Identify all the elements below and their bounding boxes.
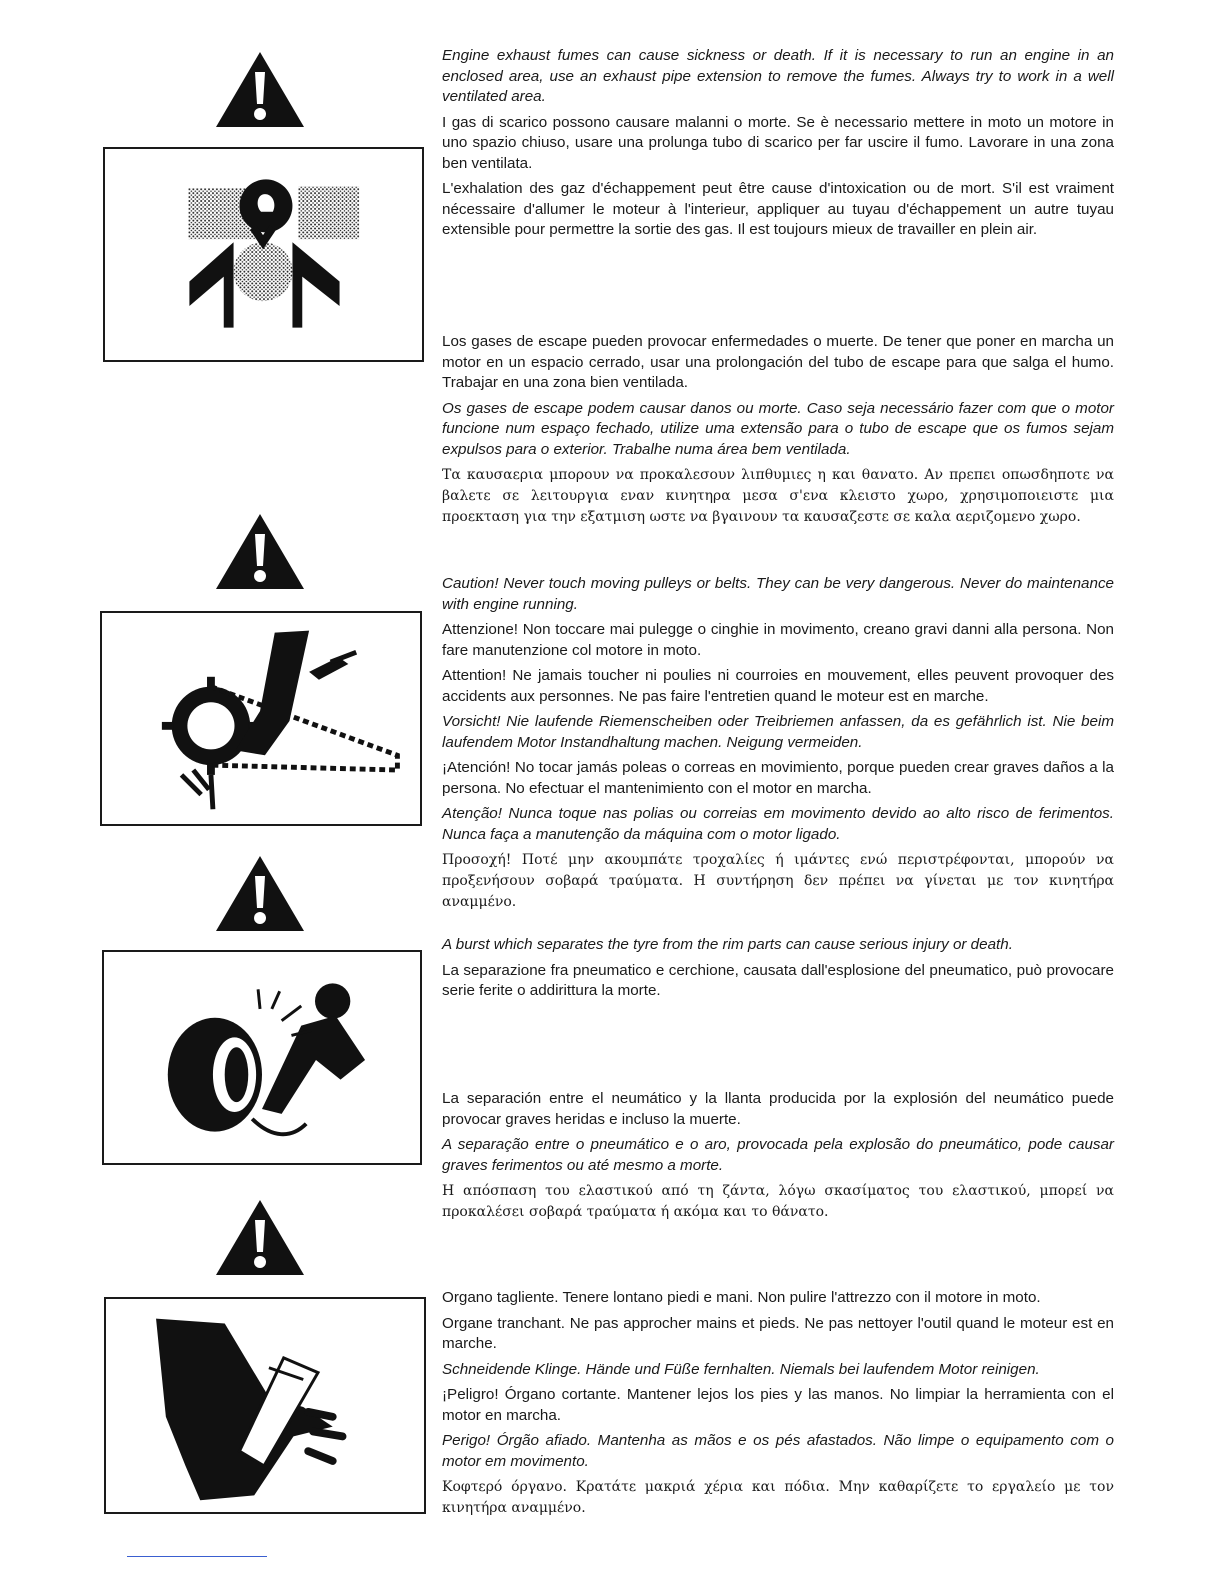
section-1-text-bottom: [442, 332, 1114, 533]
warning-text-el: Η απόσπαση του ελαστικού από τη ζάντα, λόγω σκασίματος του ελαστικού, μπορεί να προκαλέσει σοβαρά τραύματα ή ακόμα και το θάνατο.: [442, 1183, 1114, 1220]
section-3-text-bottom: [442, 1089, 1114, 1228]
warning-text-el: Κοφτερό όργανο. Κρατάτε μακριά χέρια και πόδια. Μην καθαρίζετε το εργαλείο με τον κινητήρα αναμμένο.: [442, 1479, 1114, 1516]
warning-text-it: La separazione fra pneumatico e cerchione, causata dall'esplosione del pneumatico, può provocare serie ferite o addirittura la morte.: [442, 961, 1114, 999]
warning-text-es: ¡Atención! No tocar jamás poleas o correas en movimiento, porque pueden crear graves daños a la persona. No efectuar el mantenimiento con el motor en marcha.: [442, 759, 1114, 797]
tyre-burst-icon: [104, 952, 420, 1163]
warning-text-el: Τα καυσαερια μπορουν να προκαλεσουν λιπθυμιες η και θανατο. Αν πρεπει οπωσδηποτε να βαλετε σε λειτουργια εναν κινητηρα μεσα σ'ενα κλειστο χωρο, χρησιμοποιειστε μια προεκταση για την εξατμιση ωστε να βγαινουν τα καυσαζεστε σε καλα αεριζομενο χωρο.: [442, 467, 1114, 525]
footnote-rule: [127, 1556, 267, 1557]
exhaust-fumes-pictogram: [103, 147, 424, 362]
warning-triangle-icon: [213, 852, 307, 934]
warning-triangle-icon: [213, 48, 307, 130]
cutting-blade-pictogram: [104, 1297, 426, 1514]
section-3-text-top: [442, 935, 1114, 1007]
warning-text-fr: Organe tranchant. Ne pas approcher mains et pieds. Ne pas nettoyer l'outil quand le moteur est en marche.: [442, 1314, 1114, 1352]
warning-text-fr: L'exhalation des gaz d'échappement peut être cause d'intoxication ou de mort. S'il est vraiment nécessaire d'allumer le moteur à l'interieur, appliquer au tuyau d'échappement un autre tuyau extensible pour permettre la sortie des gas. Il est toujours mieux de travailler en plein air.: [442, 180, 1114, 238]
warning-triangle-icon: [213, 510, 307, 592]
warning-text-en: Caution! Never touch moving pulleys or belts. They can be very dangerous. Never do maintenance with engine running.: [442, 575, 1114, 613]
warning-text-pt: Os gases de escape podem causar danos ou morte. Caso seja necessário fazer com que o motor funcione num espaço fechado, utilize uma extensão para o tubo de escape que os fumos sejam expulsos para o exterior. Trabalhe numa área bem ventilada.: [442, 399, 1114, 458]
warning-text-de: Schneidende Klinge. Hände und Füße fernhalten. Niemals bei laufendem Motor reinigen.: [442, 1360, 1040, 1378]
warning-text-en: A burst which separates the tyre from the rim parts can cause serious injury or death.: [442, 936, 1013, 953]
warning-text-en: Engine exhaust fumes can cause sickness or death. If it is necessary to run an engine in an enclosed area, use an exhaust pipe extension to remove the fumes. Always try to work in a well ventilated area.: [442, 47, 1114, 105]
warning-text-es: Los gases de escape pueden provocar enfermedades o muerte. De tener que poner en marcha un motor en un espacio cerrado, usar una prolongación del tubo de escape para que salga el humo. Trabajar en una zona bien ventilada.: [442, 333, 1114, 391]
warning-text-fr: Attention! Ne jamais toucher ni poulies ni courroies en mouvement, elles peuvent provoquer des accidents aux personnes. Ne pas faire l'entretien quand le moteur est en marche.: [442, 667, 1114, 705]
warning-text-es: La separación entre el neumático y la llanta producida por la explosión del neumático puede provocar graves heridas e incluso la muerte.: [442, 1090, 1114, 1128]
warning-text-pt: A separação entre o pneumático e o aro, provocada pela explosão do pneumático, pode causar graves ferimentos ou até mesmo a morte.: [442, 1136, 1114, 1174]
warning-triangle-icon: [213, 1196, 307, 1278]
section-1-text-top: [442, 46, 1114, 246]
warning-text-it: Organo tagliente. Tenere lontano piedi e mani. Non pulire l'attrezzo con il motore in moto.: [442, 1289, 1041, 1306]
section-4-text: [442, 1288, 1114, 1524]
belt-pulley-hand-icon: [102, 613, 420, 824]
tyre-burst-pictogram: [102, 950, 422, 1165]
warning-text-el: Προσοχή! Ποτέ μην ακουμπάτε τροχαλίες ή ιμάντες ενώ περιστρέφονται, μπορούν να προξενήσουν σοβαρά τραύματα. Η συντήρηση δεν πρέπει να γίνεται με τον κινητήρα αναμμένο.: [442, 852, 1114, 910]
section-2-text: [442, 574, 1114, 918]
exhaust-fumes-icon: [105, 149, 422, 360]
warning-text-es: ¡Peligro! Órgano cortante. Mantener lejos los pies y las manos. No limpiar la herramienta con el motor en marcha.: [442, 1386, 1114, 1424]
cutting-blade-hand-icon: [106, 1299, 424, 1512]
belt-pulley-pictogram: [100, 611, 422, 826]
warning-text-it: I gas di scarico possono causare malanni o morte. Se è necessario mettere in moto un motore in uno spazio chiuso, usare una prolunga tubo di scarico per far uscire il fumo. Lavorare in una zona ben ventilata.: [442, 113, 1114, 172]
warning-text-it: Attenzione! Non toccare mai pulegge o cinghie in movimento, creano gravi danni alla persona. Non fare manutenzione col motore in moto.: [442, 621, 1114, 659]
warning-text-de: Vorsicht! Nie laufende Riemenscheiben oder Treibriemen anfassen, da es gefährlich ist. Nie beim laufendem Motor Instandhaltung machen. Neigung vermeiden.: [442, 713, 1114, 751]
warning-text-pt: Atenção! Nunca toque nas polias ou correias em movimento devido ao alto risco de ferimentos. Nunca faça a manutenção da máquina com o motor ligado.: [442, 805, 1114, 843]
warning-text-pt: Perigo! Órgão afiado. Mantenha as mãos e os pés afastados. Não limpe o equipamento com o motor em movimento.: [442, 1432, 1114, 1470]
